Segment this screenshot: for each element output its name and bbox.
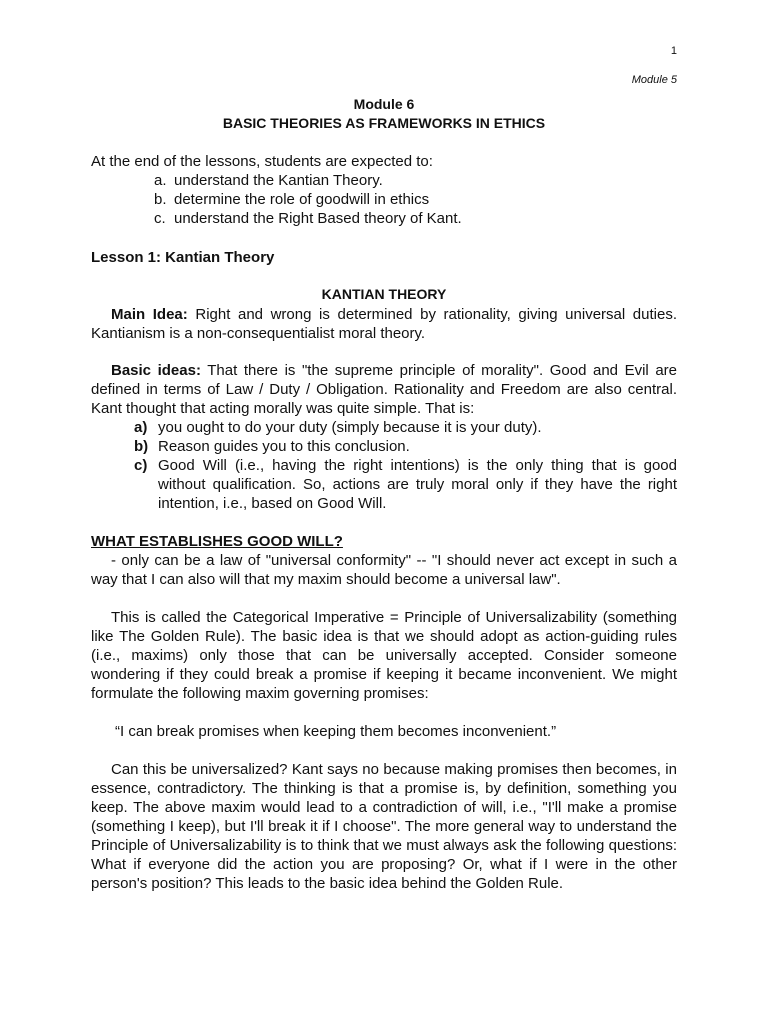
section-title: KANTIAN THEORY	[321, 286, 447, 302]
good-will-paragraph: - only can be a law of "universal conformity" -- "I should never act except in such a way that I can also will that my maxim should become a universal law".	[91, 552, 677, 588]
list-item	[134, 437, 677, 456]
list-marker: b.	[154, 191, 167, 208]
list-item	[154, 209, 462, 228]
list-item-text: Good Will (i.e., having the right intentions) is the only thing that is good without qualification. So, actions are truly moral only if they have the right intention, i.e., based on Good Will.	[158, 457, 677, 512]
basic-ideas-list	[134, 418, 677, 513]
list-item-text: Reason guides you to this conclusion.	[158, 438, 410, 455]
list-marker: c.	[154, 210, 166, 227]
list-item	[154, 171, 462, 190]
objectives-intro: At the end of the lessons, students are expected to:	[91, 153, 433, 170]
list-item	[134, 456, 677, 513]
basic-ideas-text: That there is "the supreme principle of morality". Good and Evil are defined in terms of Law / Duty / Obligation. Rationality and Freedom are also central. Kant thought that acting morally was quite simple. That is:	[91, 362, 677, 417]
main-idea-text: Right and wrong is determined by rationality, giving universal duties. Kantianism is a non-consequentialist moral theory.	[91, 306, 677, 342]
lesson-heading: Lesson 1: Kantian Theory	[91, 249, 275, 266]
list-item-text: understand the Right Based theory of Kant.	[174, 210, 462, 227]
list-marker: c)	[134, 457, 148, 474]
good-will-heading: WHAT ESTABLISHES GOOD WILL?	[91, 533, 343, 550]
page-number: 1	[670, 45, 677, 57]
list-item-text: you ought to do your duty (simply because it is your duty).	[158, 419, 542, 436]
universalization-paragraph: Can this be universalized? Kant says no because making promises then becomes, in essence, contradictory. The thinking is that a promise is, by definition, something you keep. The above maxim would lead to a contradiction of will, i.e., "I'll make a promise (something I keep), but I'll break it if I choose". The more general way to understand the Principle of Universalizability is to think that we must always ask the following questions: What if everyone did the action you are proposing? Or, what if I were in the other person's position? This leads to the basic idea behind the Golden Rule.	[91, 761, 677, 892]
list-item	[134, 418, 677, 437]
module-tag: Module 5	[631, 74, 677, 86]
basic-ideas-paragraph	[91, 361, 677, 418]
objectives-list	[154, 171, 462, 228]
list-item	[154, 190, 462, 209]
basic-ideas-label: Basic ideas:	[111, 362, 201, 379]
categorical-imperative-paragraph: This is called the Categorical Imperative = Principle of Universalizability (something like The Golden Rule). The basic idea is that we should adopt as action-guiding rules (i.e., maxims) only those that can be universally accepted. Consider someone wondering if they could break a promise if keeping it became inconvenient. We might formulate the following maxim governing promises:	[91, 609, 677, 702]
list-marker: a.	[154, 172, 167, 189]
main-idea-paragraph	[91, 305, 677, 343]
maxim-quote: “I can break promises when keeping them becomes inconvenient.”	[115, 723, 557, 740]
list-marker: a)	[134, 419, 148, 436]
list-item-text: determine the role of goodwill in ethics	[174, 191, 430, 208]
module-title: Module 6	[353, 96, 415, 112]
list-item-text: understand the Kantian Theory.	[174, 172, 383, 189]
list-marker: b)	[134, 438, 149, 455]
module-subtitle: BASIC THEORIES AS FRAMEWORKS IN ETHICS	[222, 115, 546, 131]
main-idea-label: Main Idea:	[111, 306, 188, 323]
